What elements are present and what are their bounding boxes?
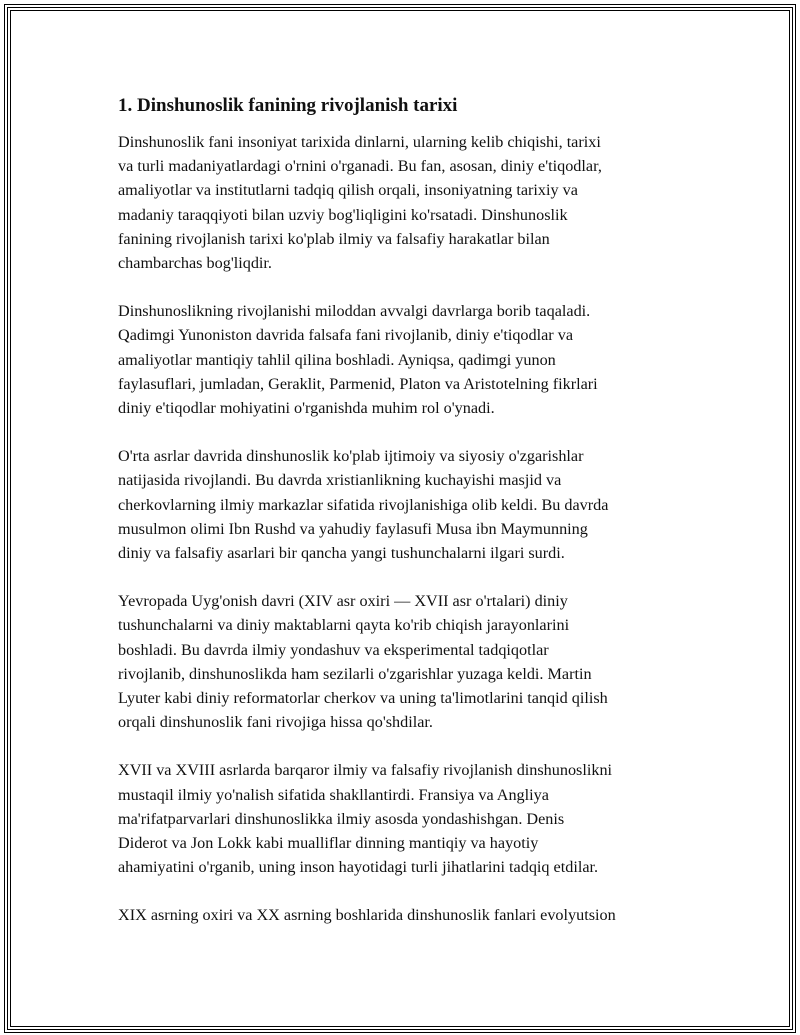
text-line: tushunchalarni va diniy maktablarni qayta ko'rib chiqish jarayonlarini (118, 616, 570, 635)
paragraph-1 (118, 130, 698, 275)
document-content (118, 92, 698, 952)
text-line: boshladi. Bu davrda ilmiy yondashuv va eksperimental tadqiqotlar (118, 640, 549, 659)
text-line: XVII va XVIII asrlarda barqaror ilmiy va falsafiy rivojlanish dinshunoslikni (118, 761, 613, 780)
text-line: Dinshunoslikning rivojlanishi miloddan avvalgi davrlarga borib taqaladi. (118, 302, 591, 321)
text-line: diniy e'tiqodlar mohiyatini o'rganishda muhim rol o'ynadi. (118, 399, 495, 418)
text-line: mustaqil ilmiy yo'nalish sifatida shakllantirdi. Fransiya va Angliya (118, 785, 549, 804)
text-line: Qadimgi Yunoniston davrida falsafa fani rivojlanib, diniy e'tiqodlar va (118, 326, 574, 345)
text-line: rivojlanib, dinshunoslikda ham sezilarli o'zgarishlar yuzaga keldi. Martin (118, 664, 592, 683)
text-line: natijasida rivojlandi. Bu davrda xristianlikning kuchayishi masjid va (118, 471, 562, 490)
text-line: cherkovlarning ilmiy markazlar sifatida rivojlanishiga olib keldi. Bu davrda (118, 495, 609, 514)
text-line: chambarchas bog'liqdir. (118, 254, 272, 273)
section-title: 1. Dinshunoslik fanining rivojlanish tarixi (118, 95, 458, 116)
text-line: O'rta asrlar davrida dinshunoslik ko'plab ijtimoiy va siyosiy o'zgarishlar (118, 447, 584, 466)
paragraph-2 (118, 299, 698, 420)
text-line: ma'rifatparvarlari dinshunoslikka ilmiy asosda yondashishgan. Denis (118, 809, 565, 828)
text-line: Diderot va Jon Lokk kabi mualliflar dinning mantiqiy va hayotiy (118, 834, 539, 853)
text-line: XIX asrning oxiri va XX asrning boshlarida dinshunoslik fanlari evolyutsion (118, 906, 616, 925)
text-line: amaliyotlar va institutlarni tadqiq qilish orqali, insoniyatning tarixiy va (118, 181, 578, 200)
text-line: diniy va falsafiy asarlari bir qancha yangi tushunchalarni ilgari surdi. (118, 544, 565, 563)
text-line: Lyuter kabi diniy reformatorlar cherkov va uning ta'limotlarini tanqid qilish (118, 689, 608, 708)
text-line: orqali dinshunoslik fani rivojiga hissa qo'shdilar. (118, 713, 433, 732)
text-line: fanining rivojlanish tarixi ko'plab ilmiy va falsafiy harakatlar bilan (118, 229, 550, 248)
text-line: Dinshunoslik fani insoniyat tarixida dinlarni, ularning kelib chiqishi, tarixi (118, 133, 601, 151)
paragraph-3 (118, 444, 698, 565)
text-line: ahamiyatini o'rganib, uning inson hayotidagi turli jihatlarini tadqiq etdilar. (118, 858, 599, 877)
text-line: faylasuflari, jumladan, Geraklit, Parmenid, Platon va Aristotelning fikrlari (118, 374, 598, 393)
text-line: va turli madaniyatlardagi o'rnini o'rganadi. Bu fan, asosan, diniy e'tiqodlar, (118, 157, 602, 176)
text-line: musulmon olimi Ibn Rushd va yahudiy faylasufi Musa ibn Maymunning (118, 519, 588, 538)
paragraph-4 (118, 589, 698, 734)
text-line: madaniy taraqqiyoti bilan uzviy bog'liqligini ko'rsatadi. Dinshunoslik (118, 205, 568, 224)
paragraph-5 (118, 758, 698, 879)
text-line: Yevropada Uyg'onish davri (XIV asr oxiri — XVII asr o'rtalari) diniy (118, 592, 568, 611)
paragraph-6 (118, 903, 698, 927)
text-line: amaliyotlar mantiqiy tahlil qilina boshladi. Ayniqsa, qadimgi yunon (118, 350, 556, 369)
